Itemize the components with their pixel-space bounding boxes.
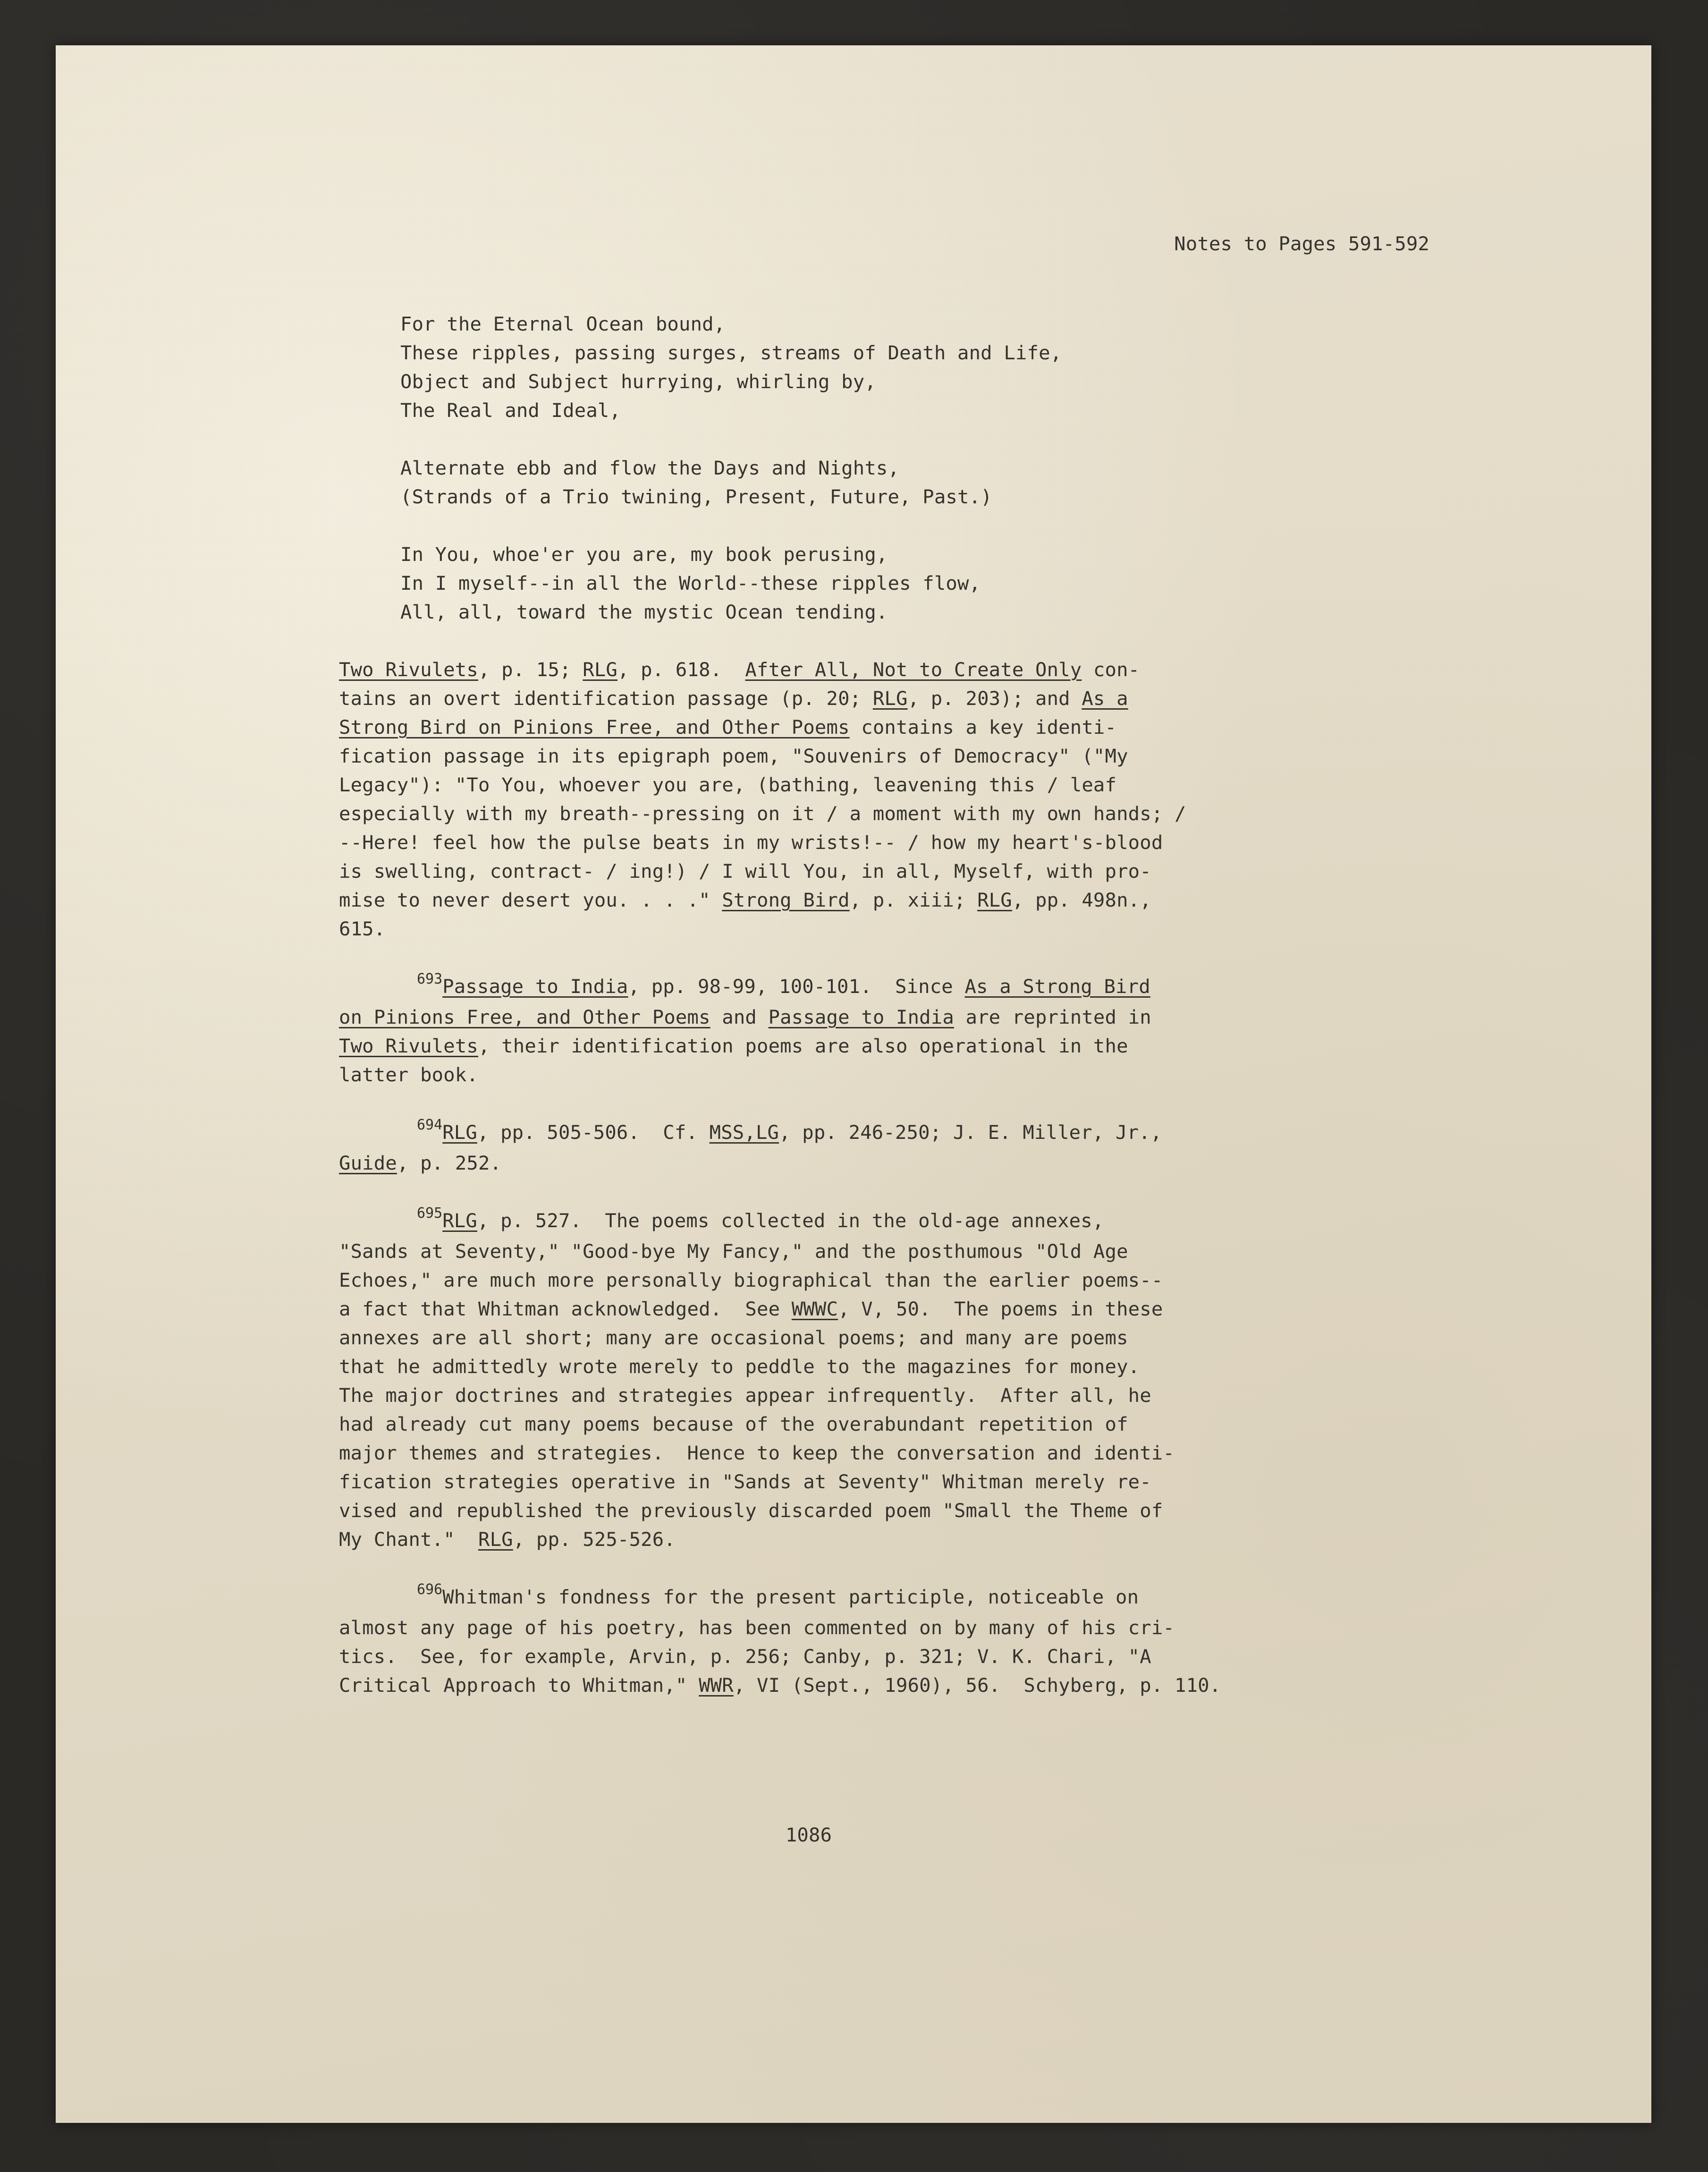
note-line bbox=[339, 1206, 1519, 1237]
note-text: major themes and strategies. Hence to keep the conversation and identi- bbox=[339, 1442, 1175, 1464]
note-line bbox=[339, 713, 1519, 742]
page-number bbox=[56, 1821, 1651, 1850]
note-line bbox=[339, 1439, 1519, 1468]
note-line bbox=[339, 1410, 1519, 1439]
note-line bbox=[339, 771, 1519, 799]
note-text: --Here! feel how the pulse beats in my wrists!-- / how my heart's-blood bbox=[339, 831, 1163, 854]
footnote-marker: 693 bbox=[417, 971, 443, 987]
note-text: tics. See, for example, Arvin, p. 256; Canby, p. 321; V. K. Chari, "A bbox=[339, 1645, 1151, 1668]
note-text: , p. 252. bbox=[397, 1152, 502, 1174]
note-text: fication strategies operative in "Sands at Seventy" Whitman merely re- bbox=[339, 1470, 1151, 1493]
note-text: , pp. 498n., bbox=[1012, 889, 1151, 911]
note-text: Whitman's fondness for the present participle, noticeable on bbox=[442, 1586, 1139, 1608]
poem-line: These ripples, passing surges, streams of Death and Life, bbox=[400, 341, 1062, 364]
cited-title: MSS,LG bbox=[709, 1121, 779, 1144]
note-text: Critical Approach to Whitman," bbox=[339, 1674, 699, 1697]
footnote-marker: 694 bbox=[417, 1117, 443, 1133]
footnote-695 bbox=[339, 1206, 1519, 1554]
poem-stanza bbox=[400, 310, 1519, 425]
note-text: , p. 618. bbox=[617, 658, 745, 681]
poem-block bbox=[400, 310, 1519, 627]
cited-title: Two Rivulets bbox=[339, 1035, 478, 1057]
note-line bbox=[339, 1295, 1519, 1324]
note-text: annexes are all short; many are occasional poems; and many are poems bbox=[339, 1326, 1128, 1349]
note-line bbox=[339, 1324, 1519, 1352]
poem-line: In I myself--in all the World--these ripples flow, bbox=[400, 572, 981, 594]
note-text: latter book. bbox=[339, 1063, 478, 1086]
poem-line: (Strands of a Trio twining, Present, Future, Past.) bbox=[400, 485, 992, 508]
note-text: 615. bbox=[339, 917, 386, 940]
cited-title: Strong Bird on Pinions Free, and Other Poems bbox=[339, 716, 850, 738]
note-line bbox=[339, 828, 1519, 857]
poem-line: In You, whoe'er you are, my book perusing, bbox=[400, 543, 888, 566]
running-header bbox=[1174, 229, 1429, 258]
note-text: , pp. 525-526. bbox=[513, 1528, 676, 1551]
note-line bbox=[339, 1237, 1519, 1266]
cited-title: Two Rivulets bbox=[339, 658, 478, 681]
reference-paragraph bbox=[339, 655, 1519, 943]
note-text: , VI (Sept., 1960), 56. Schyberg, p. 110. bbox=[733, 1674, 1221, 1697]
note-text: and bbox=[710, 1006, 769, 1028]
note-line bbox=[339, 655, 1519, 684]
page-number-text: 1086 bbox=[785, 1824, 832, 1846]
running-header-text: Notes to Pages 591-592 bbox=[1174, 232, 1429, 255]
note-text: almost any page of his poetry, has been commented on by many of his cri- bbox=[339, 1616, 1175, 1639]
cited-title: Strong Bird bbox=[722, 889, 850, 911]
cited-title: WWR bbox=[699, 1674, 734, 1697]
cited-title: RLG bbox=[442, 1121, 477, 1144]
document-page bbox=[56, 45, 1651, 2123]
poem-line: All, all, toward the mystic Ocean tending. bbox=[400, 601, 888, 623]
cited-title: RLG bbox=[442, 1209, 477, 1232]
note-text: that he admittedly wrote merely to peddle to the magazines for money. bbox=[339, 1355, 1140, 1378]
footnote-693 bbox=[339, 972, 1519, 1089]
note-text: a fact that Whitman acknowledged. See bbox=[339, 1298, 792, 1320]
note-text: , p. xiii; bbox=[849, 889, 978, 911]
footnote-marker: 695 bbox=[417, 1205, 443, 1222]
note-line bbox=[339, 1468, 1519, 1496]
poem-line: For the Eternal Ocean bound, bbox=[400, 313, 726, 335]
cited-title: RLG bbox=[977, 889, 1012, 911]
footnote-694 bbox=[339, 1118, 1519, 1178]
note-text: , pp. 505-506. Cf. bbox=[477, 1121, 710, 1144]
poem-stanza bbox=[400, 454, 1519, 511]
note-line bbox=[339, 886, 1519, 915]
note-line bbox=[339, 857, 1519, 886]
note-text: , p. 527. The poems collected in the old-age annexes, bbox=[477, 1209, 1104, 1232]
note-line bbox=[339, 1032, 1519, 1061]
cited-title: As a Strong Bird bbox=[964, 975, 1150, 998]
note-text: contains a key identi- bbox=[849, 716, 1117, 738]
note-line bbox=[339, 1149, 1519, 1178]
note-line bbox=[339, 1003, 1519, 1032]
note-line bbox=[339, 1642, 1519, 1671]
cited-title: Passage to India bbox=[442, 975, 628, 998]
cited-title: WWWC bbox=[791, 1298, 838, 1320]
note-text: mise to never desert you. . . ." bbox=[339, 889, 722, 911]
note-line bbox=[339, 1613, 1519, 1642]
note-text: , pp. 98-99, 100-101. Since bbox=[628, 975, 965, 998]
note-line bbox=[339, 1525, 1519, 1554]
note-text: The major doctrines and strategies appear infrequently. After all, he bbox=[339, 1384, 1151, 1407]
note-line bbox=[339, 1381, 1519, 1410]
cited-title: After All, Not to Create Only bbox=[745, 658, 1082, 681]
note-text: are reprinted in bbox=[954, 1006, 1151, 1028]
cited-title: RLG bbox=[583, 658, 617, 681]
note-text: Echoes," are much more personally biographical than the earlier poems-- bbox=[339, 1269, 1163, 1291]
note-text: had already cut many poems because of the overabundant repetition of bbox=[339, 1413, 1128, 1435]
note-line bbox=[339, 1061, 1519, 1089]
poem-line: Alternate ebb and flow the Days and Nights, bbox=[400, 457, 900, 479]
footnote-696 bbox=[339, 1583, 1519, 1700]
poem-line: Object and Subject hurrying, whirling by, bbox=[400, 370, 876, 393]
footnote-marker: 696 bbox=[417, 1581, 443, 1598]
note-text: tains an overt identification passage (p. 20; bbox=[339, 687, 873, 710]
poem-line: The Real and Ideal, bbox=[400, 399, 621, 422]
note-line bbox=[339, 1671, 1519, 1700]
note-text: , pp. 246-250; J. E. Miller, Jr., bbox=[779, 1121, 1162, 1144]
note-text: fication passage in its epigraph poem, "Souvenirs of Democracy" ("My bbox=[339, 745, 1128, 767]
note-text: My Chant." bbox=[339, 1528, 478, 1551]
note-line bbox=[339, 684, 1519, 713]
page-sheet bbox=[56, 45, 1651, 2123]
cited-title: RLG bbox=[872, 687, 908, 710]
poem-stanza bbox=[400, 540, 1519, 627]
note-text: vised and republished the previously discarded poem "Small the Theme of bbox=[339, 1499, 1163, 1522]
cited-title: RLG bbox=[478, 1528, 513, 1551]
note-text: Legacy"): "To You, whoever you are, (bathing, leavening this / leaf bbox=[339, 773, 1117, 796]
note-text: , V, 50. The poems in these bbox=[838, 1298, 1163, 1320]
cited-title: As a bbox=[1082, 687, 1128, 710]
note-line bbox=[339, 972, 1519, 1003]
note-text: especially with my breath--pressing on it / a moment with my own hands; / bbox=[339, 802, 1186, 825]
note-line bbox=[339, 1583, 1519, 1613]
note-line bbox=[339, 742, 1519, 771]
note-line bbox=[339, 1118, 1519, 1149]
typed-column bbox=[339, 310, 1519, 1700]
cited-title: on Pinions Free, and Other Poems bbox=[339, 1006, 710, 1028]
cited-title: Passage to India bbox=[768, 1006, 954, 1028]
note-line bbox=[339, 915, 1519, 943]
note-text: is swelling, contract- / ing!) / I will You, in all, Myself, with pro- bbox=[339, 860, 1151, 882]
notes-block bbox=[339, 655, 1519, 1700]
cited-title: Guide bbox=[339, 1152, 397, 1174]
note-text: , their identification poems are also operational in the bbox=[478, 1035, 1128, 1057]
note-text: "Sands at Seventy," "Good-bye My Fancy," and the posthumous "Old Age bbox=[339, 1240, 1128, 1263]
note-line bbox=[339, 1496, 1519, 1525]
note-text: , p. 203); and bbox=[907, 687, 1082, 710]
note-line bbox=[339, 799, 1519, 828]
note-text: , p. 15; bbox=[478, 658, 583, 681]
note-line bbox=[339, 1352, 1519, 1381]
note-line bbox=[339, 1266, 1519, 1295]
note-text: con- bbox=[1082, 658, 1140, 681]
